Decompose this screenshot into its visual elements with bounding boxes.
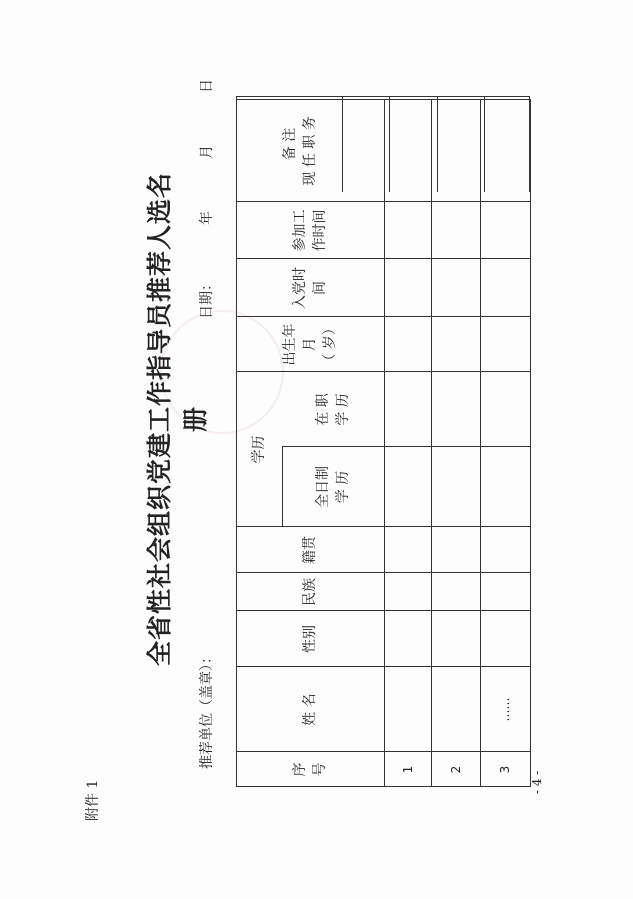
header-edu-fulltime-line2: 学 历 [335, 470, 351, 504]
header-work-line1: 参加工 [292, 209, 308, 252]
header-gender: 性别 [302, 625, 318, 653]
header-edu-fulltime-line1: 全日制 [315, 466, 331, 508]
header-work [236, 202, 384, 259]
header-name: 姓 名 [302, 693, 318, 726]
header-birth [236, 317, 384, 372]
remarks-region [236, 96, 530, 192]
header-seq-line1: 序 [292, 762, 308, 777]
table-line [437, 96, 438, 192]
annex-label: 附件 1 [85, 779, 101, 821]
page-number: - 4 - [530, 770, 544, 794]
header-party-line1: 入党时 [292, 267, 308, 309]
row-number-3: 3 [498, 765, 512, 774]
row-ellipsis: …… [498, 697, 512, 722]
header-seq [236, 752, 384, 787]
header-work-line2: 作时间 [312, 209, 328, 252]
header-remarks: 备 注 [281, 127, 298, 161]
table-line [431, 99, 432, 787]
header-birth-line3: （ 岁） [322, 321, 338, 368]
header-birth-line2: 月 [302, 337, 318, 352]
header-edu-inservice-line2: 学 历 [335, 393, 351, 426]
table-line [384, 99, 385, 787]
table-line [530, 99, 531, 787]
header-edu-fulltime [282, 447, 384, 527]
header-party [236, 259, 384, 317]
header-ethnic: 民族 [302, 578, 318, 606]
header-seq-line2: 号 [312, 762, 328, 777]
date-day: 日 [199, 79, 215, 93]
header-party-line2: 间 [312, 281, 328, 295]
table-line [389, 96, 390, 192]
header-birth-line1: 出生年 [282, 323, 298, 366]
date-month: 月 [199, 145, 215, 159]
date-year: 年 [199, 211, 215, 225]
table-line [529, 96, 530, 192]
document-title: 全省性社会组织党建工作指导员推荐人选名册 [145, 172, 210, 667]
header-position: 现 任 职 务 [302, 116, 318, 186]
date-label: 日期： [199, 277, 215, 319]
header-origin: 籍贯 [302, 536, 318, 564]
row-number-2: 2 [448, 765, 463, 774]
date-line [196, 79, 216, 319]
row-number-1: 1 [400, 765, 415, 774]
table-line [342, 96, 343, 192]
table-line [484, 96, 485, 192]
header-edu-inservice-line1: 在 职 [315, 393, 331, 426]
header-education: 学历 [251, 435, 267, 464]
header-edu-inservice [282, 372, 384, 447]
recommending-unit-label: 推荐单位（盖章）： [199, 650, 215, 769]
